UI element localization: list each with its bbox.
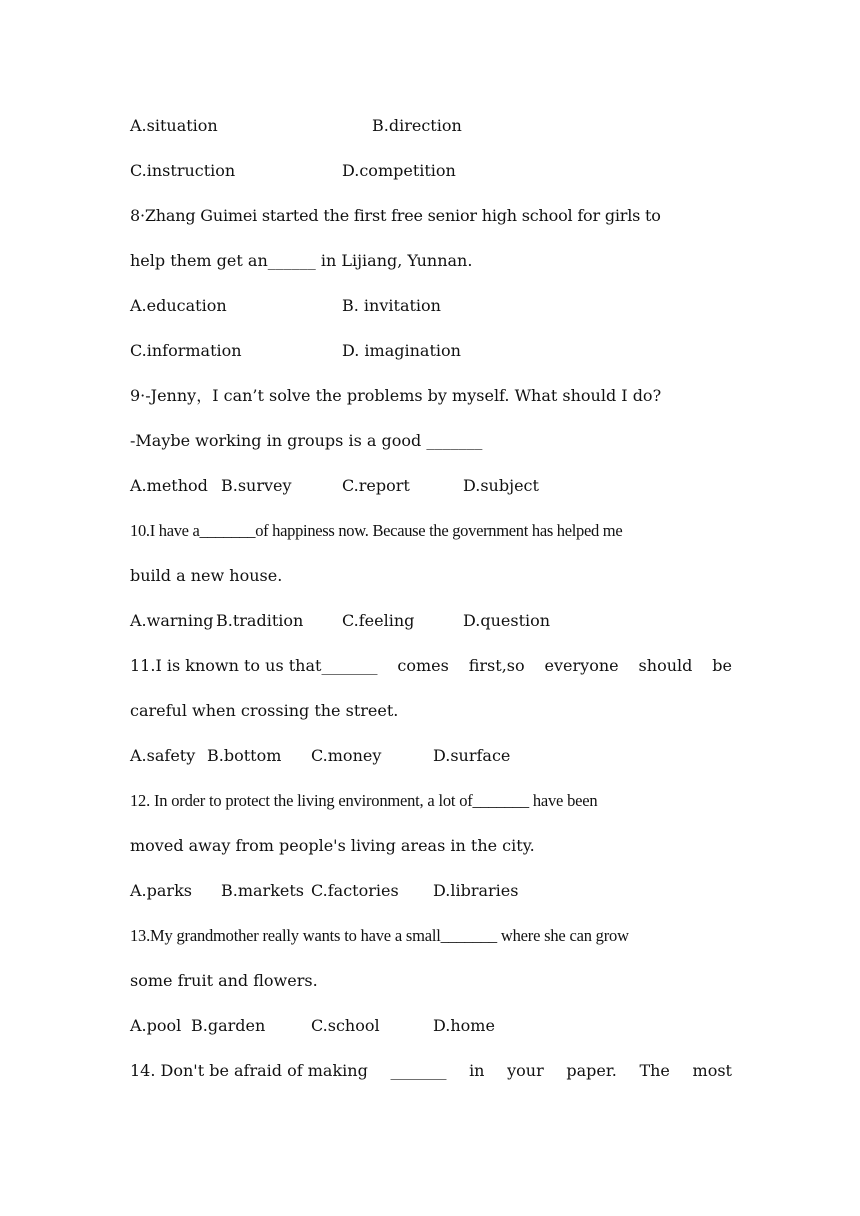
q13-stem-line-1: 13.My grandmother really wants to have a small_______ where she can grow	[130, 926, 629, 945]
q11-stem-word: comes	[397, 656, 449, 675]
q11-option-b: B.bottom	[207, 746, 282, 765]
q11-stem-word: 11.I is known to us that_______	[130, 656, 378, 675]
q11-stem-word: first,so	[468, 656, 525, 675]
q13-options-row	[130, 1014, 732, 1038]
q8-options-row-1	[130, 294, 732, 318]
q8-option-d: D. imagination	[342, 341, 461, 360]
q11-stem-line-1	[130, 654, 732, 678]
q11-stem-word: be	[712, 656, 732, 675]
q13-option-c: C.school	[311, 1016, 380, 1035]
q8-option-c: C.information	[130, 341, 242, 360]
q7-option-a: A.situation	[130, 116, 218, 135]
q7-option-d: D.competition	[342, 161, 456, 180]
q10-option-c: C.feeling	[342, 611, 415, 630]
q14-stem-line-1	[130, 1059, 732, 1083]
q10-option-d: D.question	[463, 611, 551, 630]
q14-stem-word: The	[639, 1061, 670, 1080]
q12-options-row	[130, 879, 732, 903]
q12-stem-line-2: moved away from people's living areas in the city.	[130, 836, 535, 855]
q9-stem-line-2: -Maybe working in groups is a good _______	[130, 431, 483, 450]
q11-stem-word: should	[638, 656, 693, 675]
q9-option-a: A.method	[130, 476, 208, 495]
q11-stem-word: everyone	[544, 656, 619, 675]
q13-option-d: D.home	[433, 1016, 495, 1035]
q8-stem-line-2: help them get an______ in Lijiang, Yunnan.	[130, 251, 473, 270]
q13-option-b: B.garden	[191, 1016, 266, 1035]
q8-options-row-2	[130, 339, 732, 363]
q9-stem-line-1: 9·-Jenny，I can’t solve the problems by myself. What should I do?	[130, 386, 662, 405]
q10-stem-line-2: build a new house.	[130, 566, 283, 585]
q9-options-row	[130, 474, 732, 498]
q14-stem-blank: _______	[390, 1061, 447, 1080]
q11-stem-line-2: careful when crossing the street.	[130, 701, 399, 720]
q14-stem-word: your	[507, 1061, 544, 1080]
q12-option-c: C.factories	[311, 881, 399, 900]
q12-option-b: B.markets	[221, 881, 305, 900]
q7-options-row-2	[130, 159, 732, 183]
q13-option-a: A.pool	[130, 1016, 182, 1035]
q11-options-row	[130, 744, 732, 768]
q14-stem-word: paper.	[566, 1061, 617, 1080]
q11-option-c: C.money	[311, 746, 382, 765]
q14-stem-word: most	[692, 1061, 732, 1080]
q7-options-row-1	[130, 114, 732, 138]
q8-option-b: B. invitation	[342, 296, 441, 315]
q13-stem-line-2: some fruit and flowers.	[130, 971, 318, 990]
q9-option-c: C.report	[342, 476, 410, 495]
q7-option-c: C.instruction	[130, 161, 236, 180]
q14-stem-word: 14. Don't be afraid of making	[130, 1061, 368, 1080]
q9-option-d: D.subject	[463, 476, 539, 495]
q12-stem-line-1: 12. In order to protect the living environment, a lot of_______ have been	[130, 791, 598, 810]
q14-stem-word: in	[469, 1061, 485, 1080]
q7-option-b: B.direction	[372, 116, 462, 135]
q10-option-a: A.warning	[130, 611, 214, 630]
q9-option-b: B.survey	[221, 476, 292, 495]
q8-stem-line-1: 8·Zhang Guimei started the first free senior high school for girls to	[130, 206, 661, 225]
q10-options-row	[130, 609, 732, 633]
q10-stem-line-1: 10.I have a_______of happiness now. Because the government has helped me	[130, 521, 623, 540]
q12-option-a: A.parks	[130, 881, 192, 900]
q11-option-a: A.safety	[130, 746, 196, 765]
q10-option-b: B.tradition	[216, 611, 304, 630]
q12-option-d: D.libraries	[433, 881, 519, 900]
q8-option-a: A.education	[130, 296, 227, 315]
q11-option-d: D.surface	[433, 746, 511, 765]
